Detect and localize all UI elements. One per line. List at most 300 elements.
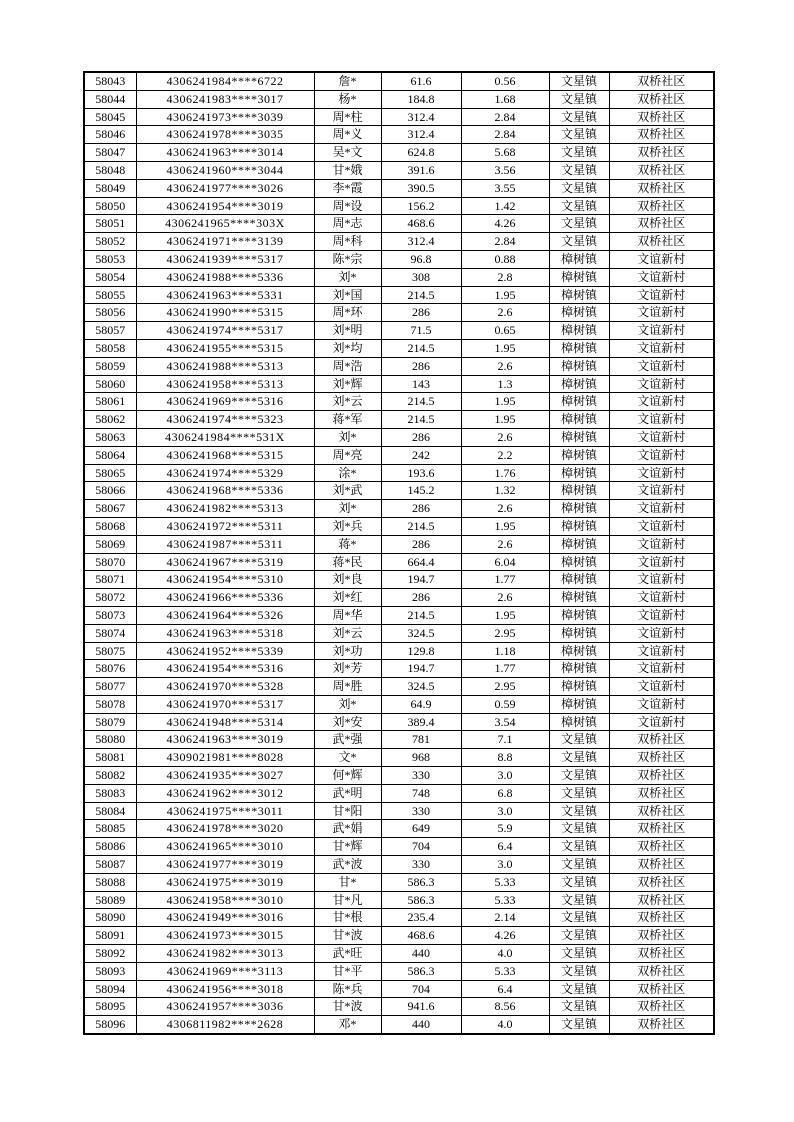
masked-id-cell: 4306241975****3011 [136, 802, 314, 820]
value-secondary-cell: 5.33 [461, 873, 549, 891]
seq-cell: 58086 [84, 838, 136, 856]
masked-id-cell: 4306241982****3013 [136, 945, 314, 963]
masked-id-cell: 4306241958****5313 [136, 375, 314, 393]
value-primary-cell: 781 [381, 731, 461, 749]
masked-name-cell: 蒋*军 [314, 411, 381, 429]
table-row [84, 428, 714, 446]
masked-name-cell: 刘* [314, 268, 381, 286]
masked-id-cell: 4306241977****3019 [136, 856, 314, 874]
town-cell: 樟树镇 [549, 606, 609, 624]
table-row [84, 553, 714, 571]
value-primary-cell: 624.8 [381, 144, 461, 162]
value-primary-cell: 61.6 [381, 72, 461, 90]
seq-cell: 58054 [84, 268, 136, 286]
town-cell: 樟树镇 [549, 642, 609, 660]
village-cell: 文谊新村 [609, 446, 714, 464]
value-secondary-cell: 3.55 [461, 179, 549, 197]
seq-cell: 58091 [84, 927, 136, 945]
masked-id-cell: 4306241988****5313 [136, 357, 314, 375]
masked-name-cell: 蒋* [314, 535, 381, 553]
table-row [84, 678, 714, 696]
records-table-body [84, 72, 714, 1034]
masked-id-cell: 4306241963****3019 [136, 731, 314, 749]
masked-id-cell: 4306241958****3010 [136, 891, 314, 909]
village-cell: 双桥社区 [609, 215, 714, 233]
value-secondary-cell: 5.68 [461, 144, 549, 162]
value-secondary-cell: 1.95 [461, 606, 549, 624]
value-primary-cell: 468.6 [381, 215, 461, 233]
village-cell: 双桥社区 [609, 784, 714, 802]
value-secondary-cell: 8.8 [461, 749, 549, 767]
town-cell: 文星镇 [549, 72, 609, 90]
table-row [84, 215, 714, 233]
village-cell: 双桥社区 [609, 197, 714, 215]
village-cell: 文谊新村 [609, 517, 714, 535]
village-cell: 双桥社区 [609, 820, 714, 838]
value-primary-cell: 71.5 [381, 322, 461, 340]
value-primary-cell: 440 [381, 1016, 461, 1034]
value-secondary-cell: 1.3 [461, 375, 549, 393]
value-primary-cell: 308 [381, 268, 461, 286]
masked-name-cell: 蒋*民 [314, 553, 381, 571]
value-secondary-cell: 1.95 [461, 393, 549, 411]
value-secondary-cell: 4.0 [461, 1016, 549, 1034]
value-secondary-cell: 2.6 [461, 500, 549, 518]
masked-name-cell: 李*霞 [314, 179, 381, 197]
masked-name-cell: 刘*红 [314, 589, 381, 607]
seq-cell: 58066 [84, 482, 136, 500]
village-cell: 双桥社区 [609, 927, 714, 945]
table-row [84, 108, 714, 126]
value-primary-cell: 286 [381, 589, 461, 607]
table-row [84, 233, 714, 251]
town-cell: 樟树镇 [549, 286, 609, 304]
village-cell: 文谊新村 [609, 571, 714, 589]
masked-id-cell: 4306241970****5328 [136, 678, 314, 696]
value-secondary-cell: 2.14 [461, 909, 549, 927]
masked-name-cell: 武*波 [314, 856, 381, 874]
town-cell: 樟树镇 [549, 250, 609, 268]
town-cell: 樟树镇 [549, 268, 609, 286]
seq-cell: 58058 [84, 339, 136, 357]
seq-cell: 58043 [84, 72, 136, 90]
table-row [84, 731, 714, 749]
seq-cell: 58080 [84, 731, 136, 749]
value-secondary-cell: 2.84 [461, 108, 549, 126]
masked-name-cell: 武*明 [314, 784, 381, 802]
masked-id-cell: 4306241974****5329 [136, 464, 314, 482]
value-primary-cell: 194.7 [381, 660, 461, 678]
town-cell: 樟树镇 [549, 393, 609, 411]
town-cell: 文星镇 [549, 909, 609, 927]
table-row [84, 375, 714, 393]
seq-cell: 58048 [84, 161, 136, 179]
town-cell: 樟树镇 [549, 357, 609, 375]
masked-id-cell: 4306241974****5323 [136, 411, 314, 429]
village-cell: 文谊新村 [609, 482, 714, 500]
value-primary-cell: 184.8 [381, 90, 461, 108]
village-cell: 双桥社区 [609, 856, 714, 874]
village-cell: 双桥社区 [609, 126, 714, 144]
village-cell: 文谊新村 [609, 464, 714, 482]
value-primary-cell: 324.5 [381, 678, 461, 696]
masked-name-cell: 甘*凡 [314, 891, 381, 909]
table-row [84, 856, 714, 874]
masked-id-cell: 4306241978****3020 [136, 820, 314, 838]
masked-name-cell: 甘*辉 [314, 838, 381, 856]
table-row [84, 713, 714, 731]
masked-id-cell: 4306241954****5310 [136, 571, 314, 589]
seq-cell: 58049 [84, 179, 136, 197]
table-row [84, 411, 714, 429]
table-row [84, 500, 714, 518]
town-cell: 文星镇 [549, 731, 609, 749]
town-cell: 樟树镇 [549, 339, 609, 357]
masked-name-cell: 詹* [314, 72, 381, 90]
town-cell: 樟树镇 [549, 428, 609, 446]
seq-cell: 58075 [84, 642, 136, 660]
seq-cell: 58081 [84, 749, 136, 767]
town-cell: 文星镇 [549, 820, 609, 838]
seq-cell: 58051 [84, 215, 136, 233]
value-primary-cell: 194.7 [381, 571, 461, 589]
seq-cell: 58067 [84, 500, 136, 518]
masked-id-cell: 4306241949****3016 [136, 909, 314, 927]
masked-name-cell: 刘*云 [314, 624, 381, 642]
table-row [84, 962, 714, 980]
masked-name-cell: 刘*明 [314, 322, 381, 340]
table-row [84, 535, 714, 553]
masked-id-cell: 4306241966****5336 [136, 589, 314, 607]
seq-cell: 58092 [84, 945, 136, 963]
masked-name-cell: 周*华 [314, 606, 381, 624]
value-secondary-cell: 2.6 [461, 535, 549, 553]
village-cell: 双桥社区 [609, 90, 714, 108]
seq-cell: 58061 [84, 393, 136, 411]
value-primary-cell: 145.2 [381, 482, 461, 500]
town-cell: 文星镇 [549, 980, 609, 998]
masked-id-cell: 4306241987****5311 [136, 535, 314, 553]
masked-name-cell: 周*设 [314, 197, 381, 215]
village-cell: 双桥社区 [609, 179, 714, 197]
table-row [84, 446, 714, 464]
village-cell: 双桥社区 [609, 998, 714, 1016]
value-primary-cell: 968 [381, 749, 461, 767]
town-cell: 文星镇 [549, 108, 609, 126]
table-row [84, 393, 714, 411]
value-secondary-cell: 4.26 [461, 927, 549, 945]
village-cell: 文谊新村 [609, 268, 714, 286]
table-row [84, 571, 714, 589]
masked-id-cell: 4306241973****3015 [136, 927, 314, 945]
town-cell: 樟树镇 [549, 375, 609, 393]
value-secondary-cell: 1.18 [461, 642, 549, 660]
village-cell: 文谊新村 [609, 500, 714, 518]
masked-name-cell: 刘*均 [314, 339, 381, 357]
value-primary-cell: 96.8 [381, 250, 461, 268]
village-cell: 文谊新村 [609, 660, 714, 678]
table-row [84, 642, 714, 660]
town-cell: 樟树镇 [549, 535, 609, 553]
masked-id-cell: 4306241984****6722 [136, 72, 314, 90]
town-cell: 樟树镇 [549, 464, 609, 482]
value-primary-cell: 214.5 [381, 517, 461, 535]
seq-cell: 58084 [84, 802, 136, 820]
value-secondary-cell: 0.59 [461, 695, 549, 713]
table-row [84, 126, 714, 144]
village-cell: 双桥社区 [609, 980, 714, 998]
masked-id-cell: 4306241935****3027 [136, 767, 314, 785]
masked-name-cell: 周*柱 [314, 108, 381, 126]
value-secondary-cell: 3.0 [461, 802, 549, 820]
seq-cell: 58069 [84, 535, 136, 553]
seq-cell: 58096 [84, 1016, 136, 1034]
masked-name-cell: 周*科 [314, 233, 381, 251]
value-primary-cell: 286 [381, 304, 461, 322]
masked-id-cell: 4306241968****5336 [136, 482, 314, 500]
seq-cell: 58046 [84, 126, 136, 144]
value-secondary-cell: 6.4 [461, 980, 549, 998]
village-cell: 文谊新村 [609, 713, 714, 731]
masked-name-cell: 刘*国 [314, 286, 381, 304]
records-table [83, 71, 715, 1035]
town-cell: 樟树镇 [549, 571, 609, 589]
masked-name-cell: 吴*文 [314, 144, 381, 162]
masked-name-cell: 甘*根 [314, 909, 381, 927]
masked-name-cell: 武*旺 [314, 945, 381, 963]
village-cell: 双桥社区 [609, 909, 714, 927]
value-primary-cell: 286 [381, 357, 461, 375]
town-cell: 樟树镇 [549, 695, 609, 713]
town-cell: 文星镇 [549, 197, 609, 215]
masked-name-cell: 周*胜 [314, 678, 381, 696]
town-cell: 文星镇 [549, 1016, 609, 1034]
masked-name-cell: 涂* [314, 464, 381, 482]
masked-name-cell: 甘*阳 [314, 802, 381, 820]
value-primary-cell: 156.2 [381, 197, 461, 215]
value-primary-cell: 214.5 [381, 606, 461, 624]
village-cell: 文谊新村 [609, 553, 714, 571]
village-cell: 文谊新村 [609, 286, 714, 304]
village-cell: 文谊新村 [609, 375, 714, 393]
table-row [84, 357, 714, 375]
masked-id-cell: 4306241955****5315 [136, 339, 314, 357]
table-row [84, 161, 714, 179]
table-row [84, 891, 714, 909]
table-row [84, 72, 714, 90]
seq-cell: 58065 [84, 464, 136, 482]
value-secondary-cell: 1.76 [461, 464, 549, 482]
value-primary-cell: 214.5 [381, 393, 461, 411]
village-cell: 文谊新村 [609, 322, 714, 340]
value-primary-cell: 586.3 [381, 873, 461, 891]
masked-id-cell: 4306241967****5319 [136, 553, 314, 571]
seq-cell: 58095 [84, 998, 136, 1016]
town-cell: 文星镇 [549, 927, 609, 945]
value-secondary-cell: 1.42 [461, 197, 549, 215]
town-cell: 文星镇 [549, 802, 609, 820]
value-secondary-cell: 3.0 [461, 856, 549, 874]
value-secondary-cell: 5.33 [461, 962, 549, 980]
seq-cell: 58053 [84, 250, 136, 268]
masked-name-cell: 甘*平 [314, 962, 381, 980]
value-secondary-cell: 3.0 [461, 767, 549, 785]
table-row [84, 322, 714, 340]
table-row [84, 927, 714, 945]
masked-id-cell: 4306241975****3019 [136, 873, 314, 891]
value-secondary-cell: 3.54 [461, 713, 549, 731]
value-secondary-cell: 2.6 [461, 357, 549, 375]
value-secondary-cell: 3.56 [461, 161, 549, 179]
town-cell: 文星镇 [549, 215, 609, 233]
masked-id-cell: 4306241971****3139 [136, 233, 314, 251]
masked-id-cell: 4306241960****3044 [136, 161, 314, 179]
value-primary-cell: 324.5 [381, 624, 461, 642]
village-cell: 双桥社区 [609, 767, 714, 785]
village-cell: 文谊新村 [609, 250, 714, 268]
masked-id-cell: 4306241963****3014 [136, 144, 314, 162]
village-cell: 文谊新村 [609, 339, 714, 357]
masked-id-cell: 4306241965****3010 [136, 838, 314, 856]
value-secondary-cell: 2.2 [461, 446, 549, 464]
value-primary-cell: 286 [381, 535, 461, 553]
value-primary-cell: 193.6 [381, 464, 461, 482]
value-primary-cell: 468.6 [381, 927, 461, 945]
town-cell: 文星镇 [549, 784, 609, 802]
village-cell: 文谊新村 [609, 606, 714, 624]
village-cell: 双桥社区 [609, 161, 714, 179]
table-row [84, 517, 714, 535]
value-secondary-cell: 2.95 [461, 624, 549, 642]
town-cell: 文星镇 [549, 962, 609, 980]
seq-cell: 58090 [84, 909, 136, 927]
masked-name-cell: 武*强 [314, 731, 381, 749]
town-cell: 樟树镇 [549, 482, 609, 500]
village-cell: 文谊新村 [609, 642, 714, 660]
masked-name-cell: 周*义 [314, 126, 381, 144]
masked-id-cell: 4306241954****3019 [136, 197, 314, 215]
seq-cell: 58060 [84, 375, 136, 393]
seq-cell: 58071 [84, 571, 136, 589]
value-secondary-cell: 5.33 [461, 891, 549, 909]
value-primary-cell: 586.3 [381, 962, 461, 980]
value-secondary-cell: 2.6 [461, 428, 549, 446]
value-secondary-cell: 6.04 [461, 553, 549, 571]
masked-id-cell: 4306241939****5317 [136, 250, 314, 268]
table-row [84, 589, 714, 607]
table-row [84, 250, 714, 268]
seq-cell: 58056 [84, 304, 136, 322]
table-row [84, 1016, 714, 1034]
masked-name-cell: 周*志 [314, 215, 381, 233]
town-cell: 文星镇 [549, 891, 609, 909]
table-row [84, 179, 714, 197]
value-secondary-cell: 0.88 [461, 250, 549, 268]
masked-id-cell: 4306241957****3036 [136, 998, 314, 1016]
value-primary-cell: 143 [381, 375, 461, 393]
value-primary-cell: 330 [381, 856, 461, 874]
table-row [84, 482, 714, 500]
masked-id-cell: 4306241972****5311 [136, 517, 314, 535]
table-row [84, 838, 714, 856]
value-primary-cell: 664.4 [381, 553, 461, 571]
masked-name-cell: 文* [314, 749, 381, 767]
masked-id-cell: 4306241963****5331 [136, 286, 314, 304]
seq-cell: 58047 [84, 144, 136, 162]
value-secondary-cell: 2.84 [461, 233, 549, 251]
masked-name-cell: 刘* [314, 428, 381, 446]
value-primary-cell: 389.4 [381, 713, 461, 731]
seq-cell: 58064 [84, 446, 136, 464]
table-row [84, 802, 714, 820]
seq-cell: 58088 [84, 873, 136, 891]
town-cell: 文星镇 [549, 856, 609, 874]
table-row [84, 945, 714, 963]
value-secondary-cell: 4.26 [461, 215, 549, 233]
value-primary-cell: 286 [381, 428, 461, 446]
masked-id-cell: 4306241952****5339 [136, 642, 314, 660]
town-cell: 樟树镇 [549, 500, 609, 518]
value-primary-cell: 286 [381, 500, 461, 518]
value-primary-cell: 214.5 [381, 339, 461, 357]
masked-id-cell: 4306241963****5318 [136, 624, 314, 642]
value-secondary-cell: 6.8 [461, 784, 549, 802]
masked-name-cell: 陈*宗 [314, 250, 381, 268]
masked-id-cell: 4306241962****3012 [136, 784, 314, 802]
table-row [84, 784, 714, 802]
village-cell: 双桥社区 [609, 873, 714, 891]
town-cell: 樟树镇 [549, 411, 609, 429]
seq-cell: 58072 [84, 589, 136, 607]
town-cell: 文星镇 [549, 90, 609, 108]
town-cell: 樟树镇 [549, 304, 609, 322]
value-primary-cell: 649 [381, 820, 461, 838]
masked-id-cell: 4306241982****5313 [136, 500, 314, 518]
seq-cell: 58076 [84, 660, 136, 678]
value-primary-cell: 312.4 [381, 126, 461, 144]
table-row [84, 624, 714, 642]
town-cell: 文星镇 [549, 233, 609, 251]
value-primary-cell: 312.4 [381, 108, 461, 126]
value-primary-cell: 214.5 [381, 411, 461, 429]
masked-name-cell: 刘*芳 [314, 660, 381, 678]
value-secondary-cell: 1.77 [461, 571, 549, 589]
value-primary-cell: 242 [381, 446, 461, 464]
masked-name-cell: 周*亮 [314, 446, 381, 464]
masked-id-cell: 4306241965****303X [136, 215, 314, 233]
village-cell: 双桥社区 [609, 838, 714, 856]
table-row [84, 286, 714, 304]
value-secondary-cell: 7.1 [461, 731, 549, 749]
masked-name-cell: 甘*娥 [314, 161, 381, 179]
seq-cell: 58093 [84, 962, 136, 980]
value-primary-cell: 330 [381, 802, 461, 820]
masked-id-cell: 4306241969****5316 [136, 393, 314, 411]
masked-name-cell: 刘*辉 [314, 375, 381, 393]
village-cell: 文谊新村 [609, 589, 714, 607]
masked-id-cell: 4306241988****5336 [136, 268, 314, 286]
village-cell: 文谊新村 [609, 535, 714, 553]
seq-cell: 58094 [84, 980, 136, 998]
masked-id-cell: 4306241983****3017 [136, 90, 314, 108]
seq-cell: 58070 [84, 553, 136, 571]
masked-name-cell: 刘*云 [314, 393, 381, 411]
village-cell: 双桥社区 [609, 749, 714, 767]
table-row [84, 268, 714, 286]
value-secondary-cell: 6.4 [461, 838, 549, 856]
town-cell: 文星镇 [549, 998, 609, 1016]
table-row [84, 339, 714, 357]
